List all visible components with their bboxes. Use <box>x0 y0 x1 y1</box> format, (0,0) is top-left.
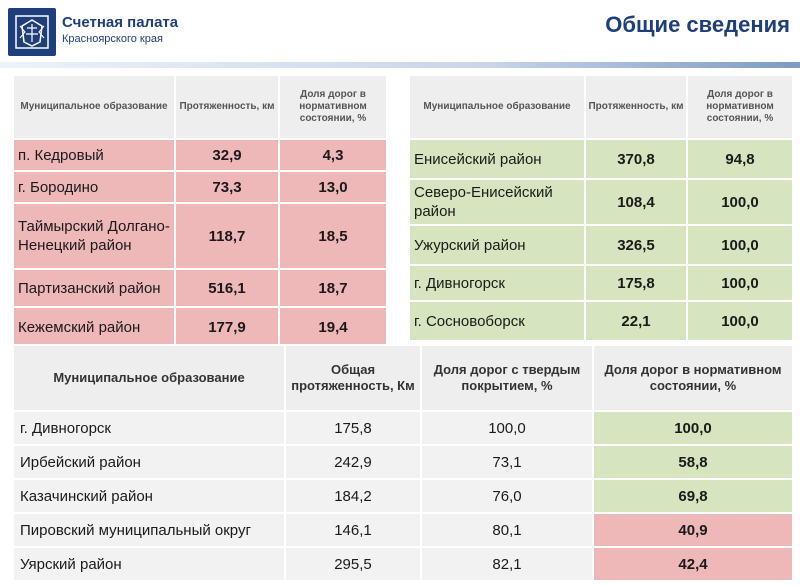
share-cell: 94,8 <box>687 139 793 179</box>
table-row <box>409 179 793 225</box>
column-header: Доля дорог в нормативном состоянии, % <box>593 345 793 411</box>
table-row <box>409 301 793 341</box>
normative-share-cell: 69,8 <box>593 479 793 513</box>
municipality-cell: г. Сосновоборск <box>409 301 585 341</box>
municipality-cell: Партизанский район <box>13 269 175 307</box>
org-region: Красноярского края <box>62 33 163 45</box>
page-header <box>0 0 800 66</box>
municipality-cell: Северо-Енисейский район <box>409 179 585 225</box>
column-header: Общая протяженность, Км <box>285 345 421 411</box>
share-cell: 18,5 <box>279 203 387 269</box>
length-cell: 184,2 <box>285 479 421 513</box>
table-row <box>13 269 387 307</box>
table-row <box>13 307 387 347</box>
paved-share-cell: 80,1 <box>421 513 593 547</box>
column-header: Протяженность, км <box>585 75 687 139</box>
municipality-cell: г. Дивногорск <box>409 265 585 301</box>
page-title: Общие сведения <box>605 12 790 37</box>
column-header: Муниципальное образование <box>13 75 175 139</box>
table-row <box>409 225 793 265</box>
length-cell: 326,5 <box>585 225 687 265</box>
column-header: Доля дорог с твердым покрытием, % <box>421 345 593 411</box>
paved-share-cell: 76,0 <box>421 479 593 513</box>
municipality-cell: Таймырский Долгано-Ненецкий район <box>13 203 175 269</box>
header-divider <box>0 62 800 68</box>
table-row <box>13 513 793 547</box>
share-cell: 19,4 <box>279 307 387 347</box>
table-row <box>13 445 793 479</box>
coat-of-arms-icon <box>8 8 56 56</box>
length-cell: 73,3 <box>175 171 279 203</box>
municipality-cell: г. Бородино <box>13 171 175 203</box>
share-cell: 100,0 <box>687 301 793 341</box>
table-header-row <box>409 75 793 139</box>
length-cell: 242,9 <box>285 445 421 479</box>
municipality-cell: Казачинский район <box>13 479 285 513</box>
length-cell: 108,4 <box>585 179 687 225</box>
column-header: Доля дорог в нормативном состоянии, % <box>687 75 793 139</box>
column-header: Муниципальное образование <box>409 75 585 139</box>
table-row <box>13 171 387 203</box>
length-cell: 177,9 <box>175 307 279 347</box>
municipality-cell: Уярский район <box>13 547 285 581</box>
municipality-cell: Ирбейский район <box>13 445 285 479</box>
table-row <box>409 139 793 179</box>
length-cell: 295,5 <box>285 547 421 581</box>
paved-share-cell: 73,1 <box>421 445 593 479</box>
table-row <box>13 203 387 269</box>
municipality-cell: Ужурский район <box>409 225 585 265</box>
share-cell: 100,0 <box>687 265 793 301</box>
normative-share-cell: 100,0 <box>593 411 793 445</box>
table-row <box>13 479 793 513</box>
share-cell: 13,0 <box>279 171 387 203</box>
length-cell: 516,1 <box>175 269 279 307</box>
municipality-cell: Енисейский район <box>409 139 585 179</box>
length-cell: 22,1 <box>585 301 687 341</box>
table-row <box>13 139 387 171</box>
normative-share-cell: 42,4 <box>593 547 793 581</box>
organization-name <box>62 14 178 46</box>
column-header: Протяженность, км <box>175 75 279 139</box>
length-cell: 175,8 <box>585 265 687 301</box>
share-cell: 18,7 <box>279 269 387 307</box>
length-cell: 146,1 <box>285 513 421 547</box>
share-cell: 4,3 <box>279 139 387 171</box>
right-table <box>408 74 794 342</box>
share-cell: 100,0 <box>687 179 793 225</box>
municipality-cell: Пировский муниципальный округ <box>13 513 285 547</box>
org-name: Счетная палата <box>62 14 179 31</box>
share-cell: 100,0 <box>687 225 793 265</box>
municipality-cell: г. Дивногорск <box>13 411 285 445</box>
table-header-row <box>13 345 793 411</box>
paved-share-cell: 82,1 <box>421 547 593 581</box>
length-cell: 370,8 <box>585 139 687 179</box>
table-row <box>13 547 793 581</box>
table-header-row <box>13 75 387 139</box>
table-row <box>409 265 793 301</box>
municipality-cell: п. Кедровый <box>13 139 175 171</box>
column-header: Муниципальное образование <box>13 345 285 411</box>
municipality-cell: Кежемский район <box>13 307 175 347</box>
length-cell: 32,9 <box>175 139 279 171</box>
length-cell: 118,7 <box>175 203 279 269</box>
length-cell: 175,8 <box>285 411 421 445</box>
column-header: Доля дорог в нормативном состоянии, % <box>279 75 387 139</box>
bottom-table <box>12 344 794 582</box>
normative-share-cell: 58,8 <box>593 445 793 479</box>
paved-share-cell: 100,0 <box>421 411 593 445</box>
left-table <box>12 74 388 348</box>
normative-share-cell: 40,9 <box>593 513 793 547</box>
table-row <box>13 411 793 445</box>
